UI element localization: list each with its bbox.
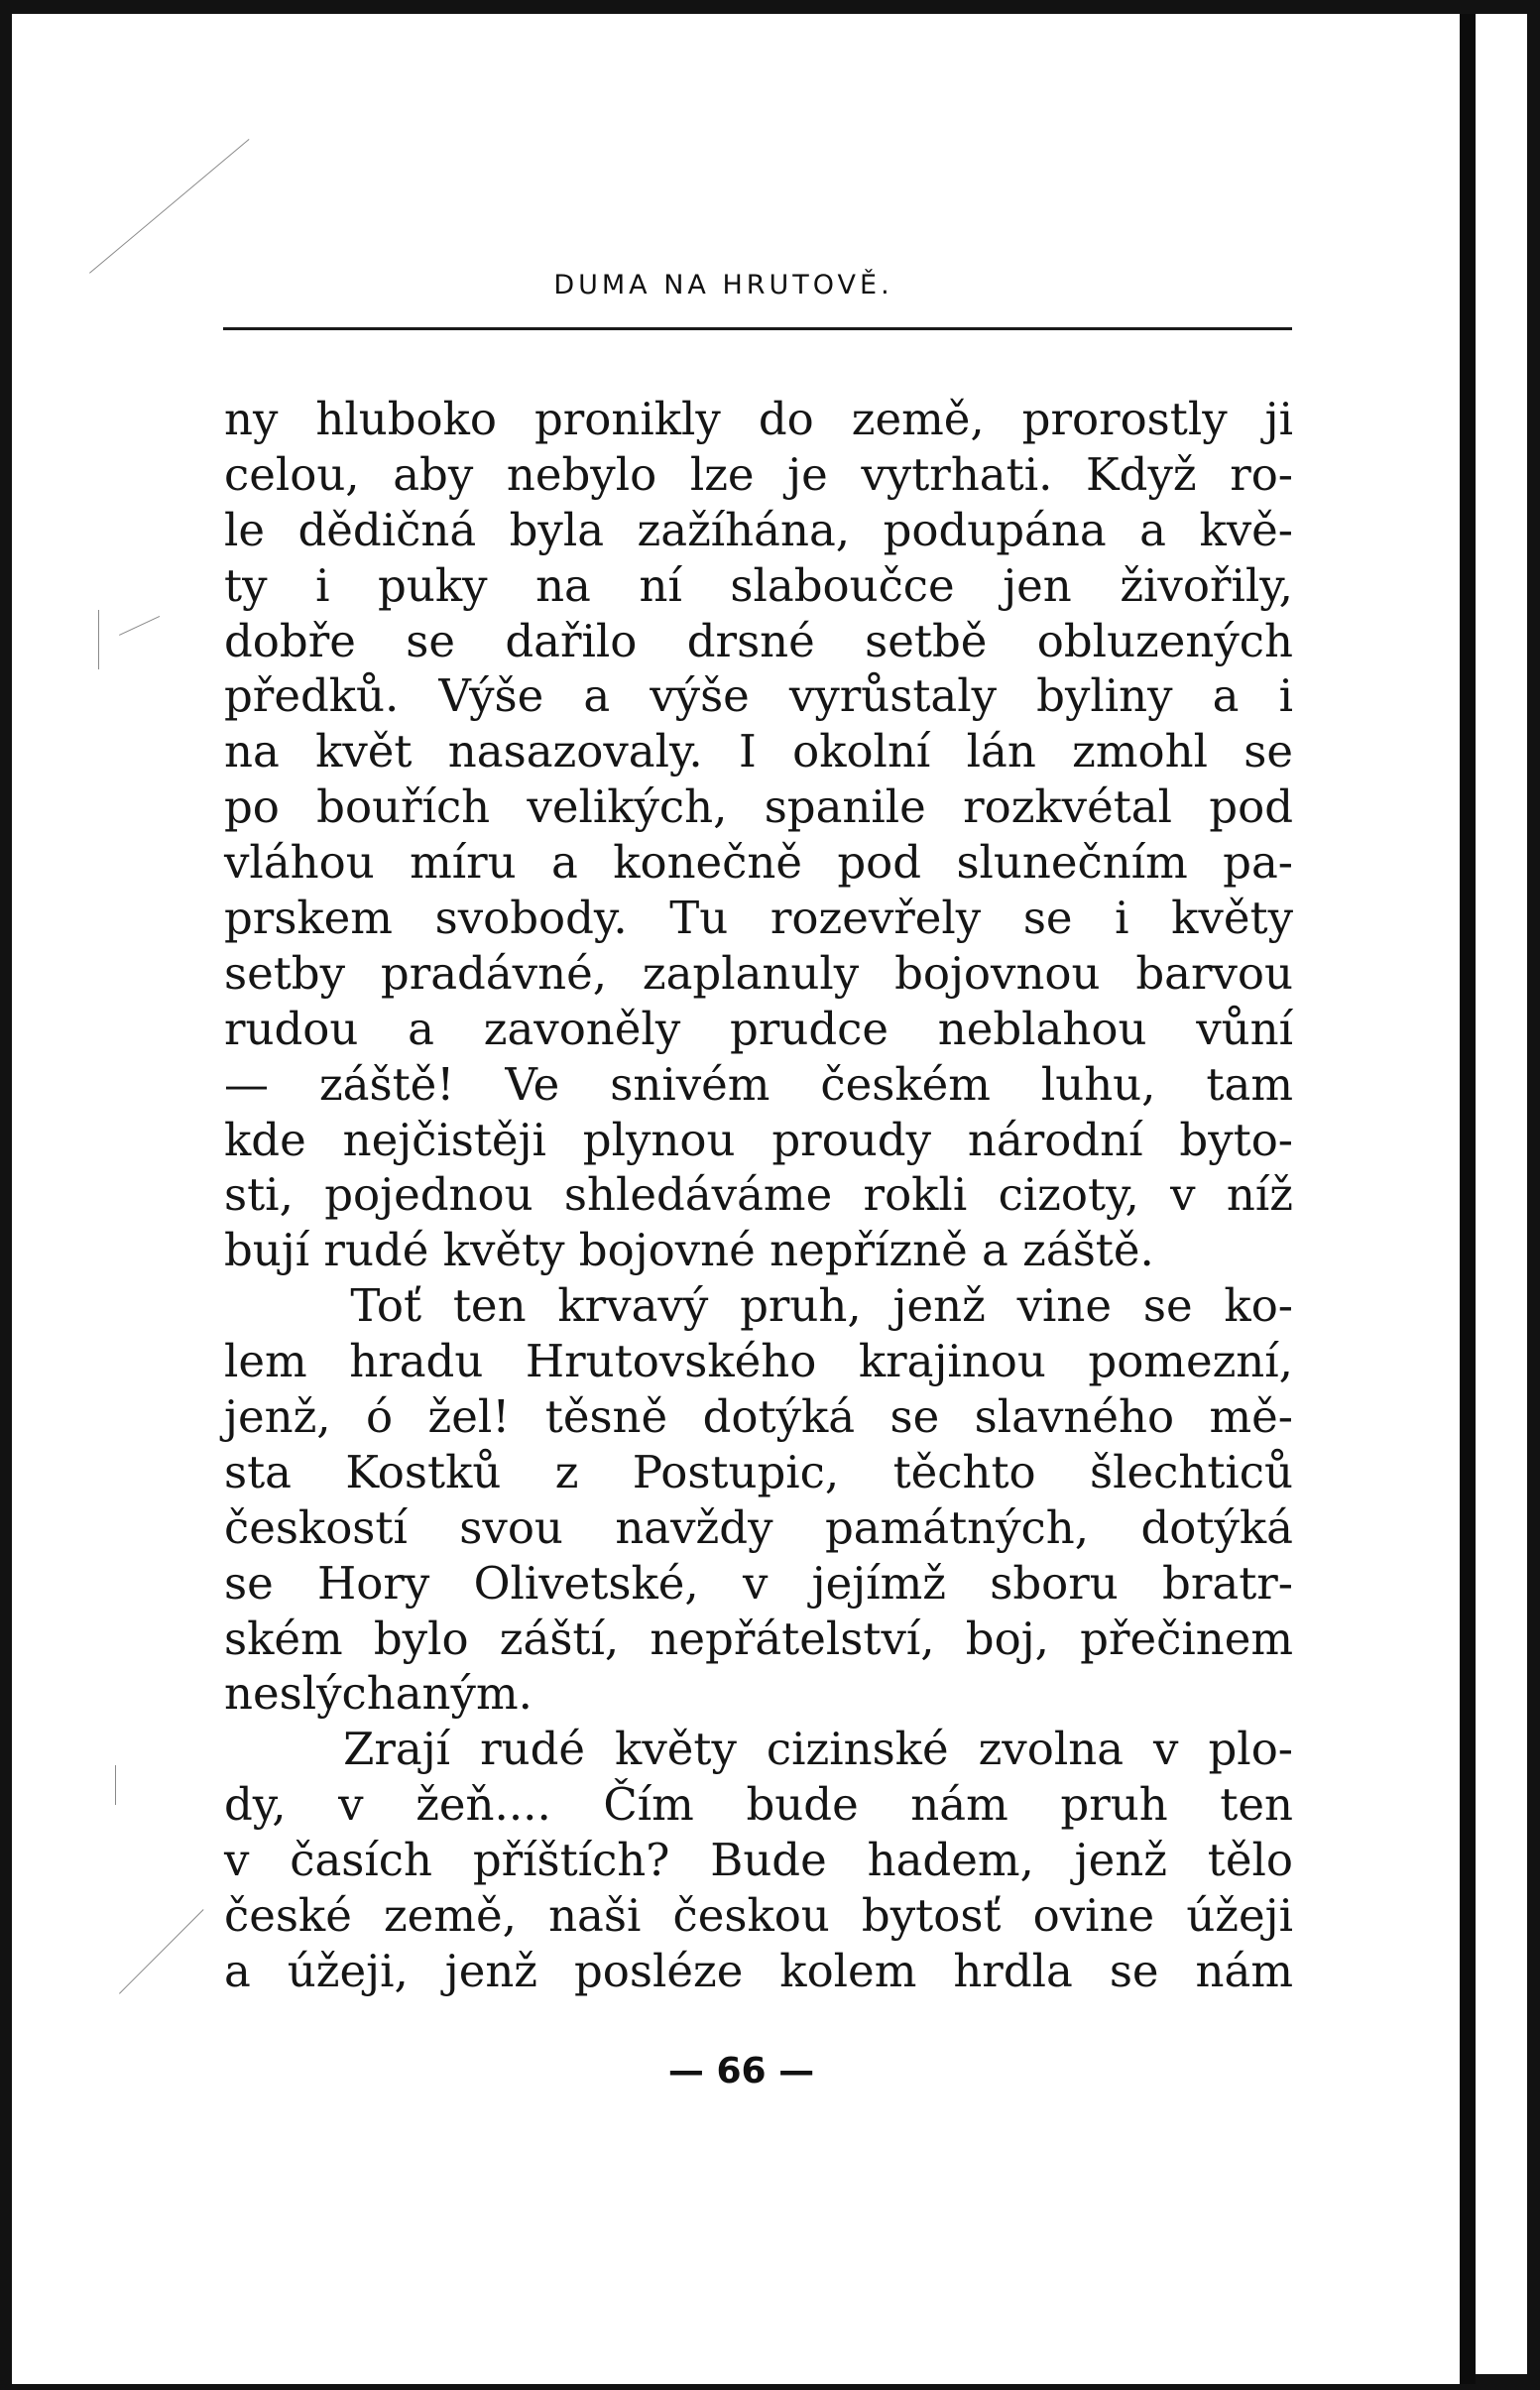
text-line: a úžeji, jenž posléze kolem hrdla se nám — [224, 1944, 1293, 1997]
text-line: — záště! Ve snivém českém luhu, tam — [224, 1057, 1293, 1111]
body-text — [224, 392, 1293, 1999]
text-line: sta Kostků z Postupic, těchto šlechticů — [224, 1445, 1293, 1498]
text-line: jenž, ó žel! těsně dotýká se slavného mě- — [224, 1390, 1293, 1444]
next-page-edge — [1476, 14, 1527, 2374]
text-line: předků. Výše a výše vyrůstaly byliny a i — [224, 669, 1293, 723]
text-line: po bouřích velikých, spanile rozkvétal pod — [224, 780, 1293, 834]
text-line: neslýchaným. — [224, 1667, 533, 1721]
text-line: kde nejčistěji plynou proudy národní byto- — [224, 1113, 1293, 1166]
text-line: v časích příštích? Bude hadem, jenž tělo — [224, 1834, 1293, 1887]
text-line: Toť ten krvavý pruh, jenž vine se ko- — [224, 1279, 1293, 1333]
margin-pencil-mark — [115, 1765, 116, 1805]
text-line: ském bylo záští, nepřátelství, boj, přečinem — [224, 1612, 1293, 1665]
text-line: dobře se dařilo drsné setbě obluzených — [224, 614, 1293, 667]
text-line: českostí svou navždy památných, dotýká — [224, 1500, 1293, 1554]
text-line: dy, v žeň.... Čím bude nám pruh ten — [224, 1778, 1293, 1832]
text-line: se Hory Olivetské, v jejímž sboru bratr- — [224, 1556, 1293, 1610]
text-line: ty i puky na ní slaboučce jen živořily, — [224, 558, 1293, 612]
text-line: rudou a zavoněly prudce neblahou vůní — [224, 1002, 1293, 1055]
margin-pencil-mark — [98, 610, 99, 669]
text-line: vláhou míru a konečně pod slunečním pa- — [224, 836, 1293, 890]
text-line: sti, pojednou shledáváme rokli cizoty, v níž — [224, 1168, 1293, 1222]
text-line: celou, aby nebylo lze je vytrhati. Když ro- — [224, 447, 1293, 501]
header-rule — [223, 327, 1292, 330]
text-line: setby pradávné, zaplanuly bojovnou barvou — [224, 946, 1293, 1000]
page-number-text: — 66 — — [667, 2051, 815, 2091]
text-line: prskem svobody. Tu rozevřely se i květy — [224, 892, 1293, 945]
page-number — [0, 2051, 1540, 2091]
text-line: lem hradu Hrutovského krajinou pomezní, — [224, 1335, 1293, 1388]
text-line: na květ nasazovaly. I okolní lán zmohl se — [224, 725, 1293, 778]
text-line: bují rudé květy bojovné nepřízně a záště. — [224, 1224, 1154, 1277]
text-line: ny hluboko pronikly do země, prorostly ji — [224, 393, 1293, 445]
page-gutter — [1460, 14, 1476, 2384]
text-line: le dědičná byla zažíhána, podupána a kvě- — [224, 503, 1293, 556]
text-line: české země, naši českou bytosť ovine úžeji — [224, 1889, 1293, 1943]
running-head-text: DUMA NA HRUTOVĚ. — [553, 270, 893, 300]
text-line: Zrají rudé květy cizinské zvolna v plo- — [224, 1723, 1293, 1776]
running-head — [0, 270, 1540, 300]
